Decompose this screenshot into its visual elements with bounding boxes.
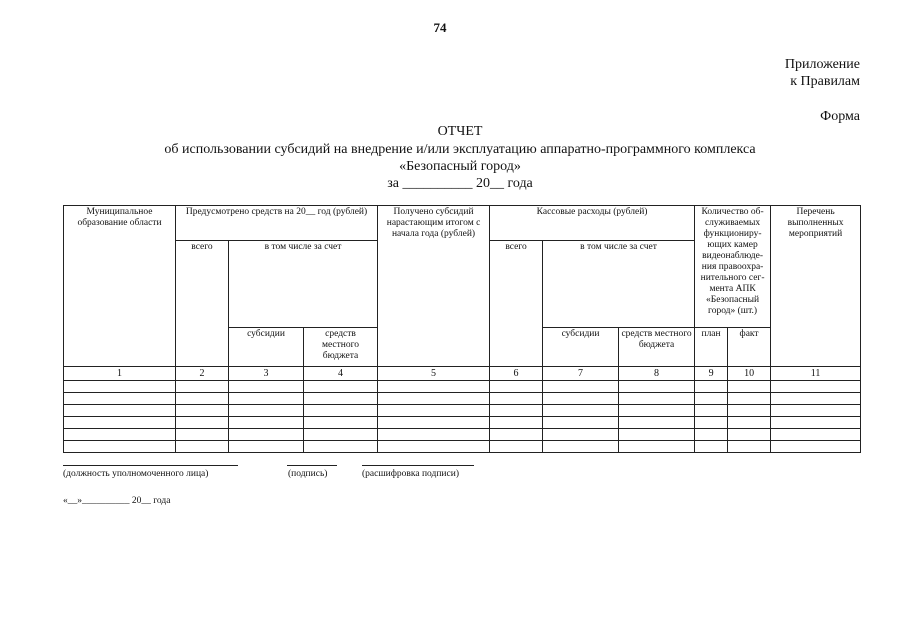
table-cell bbox=[176, 393, 229, 405]
table-cell bbox=[771, 429, 861, 441]
table-cell bbox=[490, 441, 543, 453]
table-cell bbox=[695, 393, 728, 405]
table-cell bbox=[490, 417, 543, 429]
table-cell bbox=[728, 429, 771, 441]
table-cell bbox=[378, 405, 490, 417]
table-cell bbox=[229, 405, 304, 417]
table-cell bbox=[619, 441, 695, 453]
table-cell bbox=[64, 393, 176, 405]
table-cell bbox=[543, 405, 619, 417]
table-cell bbox=[695, 429, 728, 441]
header-local-budget-cash: средств местного бюджета bbox=[619, 328, 695, 367]
report-period: за __________ 20__ года bbox=[387, 176, 533, 191]
table-cell bbox=[771, 393, 861, 405]
header-total-planned: всего bbox=[176, 241, 229, 367]
header-received: Получено субсидий нарастающим итогом с начала года (рублей) bbox=[378, 206, 490, 367]
table-cell bbox=[304, 405, 378, 417]
table-cell bbox=[378, 393, 490, 405]
header-including-cash: в том числе за счет bbox=[543, 241, 695, 328]
table-cell bbox=[378, 417, 490, 429]
header-total-cash: всего bbox=[490, 241, 543, 367]
table-cell bbox=[619, 429, 695, 441]
appendix-line-1: Приложение bbox=[784, 57, 860, 72]
column-number: 11 bbox=[771, 367, 861, 381]
header-including-planned: в том числе за счет bbox=[229, 241, 378, 328]
decode-line bbox=[362, 465, 474, 466]
column-number: 5 bbox=[378, 367, 490, 381]
position-line bbox=[63, 465, 238, 466]
signature-caption: (подпись) bbox=[288, 469, 328, 479]
table-cell bbox=[543, 417, 619, 429]
table-cell bbox=[229, 381, 304, 393]
table-cell bbox=[695, 441, 728, 453]
column-number: 6 bbox=[490, 367, 543, 381]
column-number: 7 bbox=[543, 367, 619, 381]
table-cell bbox=[728, 441, 771, 453]
table-row bbox=[64, 405, 861, 417]
table-cell bbox=[64, 405, 176, 417]
table-cell bbox=[490, 393, 543, 405]
table-cell bbox=[64, 429, 176, 441]
table-cell bbox=[695, 417, 728, 429]
table-cell bbox=[229, 441, 304, 453]
table-cell bbox=[64, 441, 176, 453]
table-cell bbox=[728, 405, 771, 417]
decode-caption: (расшифровка подписи) bbox=[362, 469, 459, 479]
table-cell bbox=[378, 381, 490, 393]
header-plan: план bbox=[695, 328, 728, 367]
report-subtitle-name: «Безопасный город» bbox=[399, 159, 521, 174]
table-cell bbox=[304, 441, 378, 453]
table-cell bbox=[728, 393, 771, 405]
table-cell bbox=[304, 381, 378, 393]
header-subsidy-cash: субсидии bbox=[543, 328, 619, 367]
page-number: 74 bbox=[433, 20, 447, 35]
table-cell bbox=[229, 417, 304, 429]
header-planned: Предусмотрено средств на 20__ год (рублей) bbox=[176, 206, 378, 241]
table-cell bbox=[543, 393, 619, 405]
blank-rows bbox=[64, 381, 861, 453]
table-cell bbox=[771, 381, 861, 393]
table-cell bbox=[728, 381, 771, 393]
table-row bbox=[64, 429, 861, 441]
table-cell bbox=[176, 381, 229, 393]
table-cell bbox=[378, 429, 490, 441]
column-number: 2 bbox=[176, 367, 229, 381]
header-local-budget-planned: средств местного бюджета bbox=[304, 328, 378, 367]
table-cell bbox=[229, 393, 304, 405]
report-table bbox=[63, 205, 861, 453]
table-cell bbox=[64, 417, 176, 429]
table-cell bbox=[490, 405, 543, 417]
table-cell bbox=[695, 405, 728, 417]
table-cell bbox=[176, 429, 229, 441]
table-cell bbox=[543, 441, 619, 453]
header-municipality: Муниципальное образование области bbox=[64, 206, 176, 367]
table-cell bbox=[378, 441, 490, 453]
column-number: 1 bbox=[64, 367, 176, 381]
table-cell bbox=[304, 429, 378, 441]
position-caption: (должность уполномоченного лица) bbox=[63, 469, 209, 479]
table-cell bbox=[176, 405, 229, 417]
table-cell bbox=[619, 381, 695, 393]
appendix-line-2: к Правилам bbox=[790, 74, 860, 89]
table-row bbox=[64, 393, 861, 405]
column-number: 9 bbox=[695, 367, 728, 381]
signature-line bbox=[287, 465, 337, 466]
table-cell bbox=[619, 393, 695, 405]
report-subtitle: об использовании субсидий на внедрение и/или эксплуатацию аппаратно-программного комплекса bbox=[164, 142, 756, 157]
header-subsidy-planned: субсидии bbox=[229, 328, 304, 367]
table-row bbox=[64, 381, 861, 393]
table-row bbox=[64, 417, 861, 429]
table-cell bbox=[490, 429, 543, 441]
table-cell bbox=[490, 381, 543, 393]
form-label: Форма bbox=[820, 109, 860, 124]
appendix-block bbox=[785, 56, 860, 90]
table-cell bbox=[176, 441, 229, 453]
header-fact: факт bbox=[728, 328, 771, 367]
table-cell bbox=[64, 381, 176, 393]
header-cameras: Количество об-служиваемых функциониру-ющих камер видеонаблюде-ния правоохра-нительного сег-мента АПК «Безопасный город» (шт.) bbox=[695, 206, 771, 328]
table-cell bbox=[176, 417, 229, 429]
table-row bbox=[64, 441, 861, 453]
table-cell bbox=[771, 417, 861, 429]
column-number-row bbox=[64, 367, 861, 381]
column-number: 8 bbox=[619, 367, 695, 381]
report-title: ОТЧЕТ bbox=[437, 124, 483, 139]
table-cell bbox=[304, 393, 378, 405]
table-cell bbox=[229, 429, 304, 441]
table-cell bbox=[771, 441, 861, 453]
table-cell bbox=[543, 429, 619, 441]
table-cell bbox=[304, 417, 378, 429]
table-cell bbox=[695, 381, 728, 393]
header-activities: Перечень выполненных мероприятий bbox=[771, 206, 861, 367]
column-number: 3 bbox=[229, 367, 304, 381]
table-cell bbox=[771, 405, 861, 417]
table-cell bbox=[619, 417, 695, 429]
header-cash-expenses: Кассовые расходы (рублей) bbox=[490, 206, 695, 241]
table-cell bbox=[619, 405, 695, 417]
date-line: «__»__________ 20__ года bbox=[63, 496, 171, 506]
table-cell bbox=[543, 381, 619, 393]
column-number: 10 bbox=[728, 367, 771, 381]
column-number: 4 bbox=[304, 367, 378, 381]
table-cell bbox=[728, 417, 771, 429]
